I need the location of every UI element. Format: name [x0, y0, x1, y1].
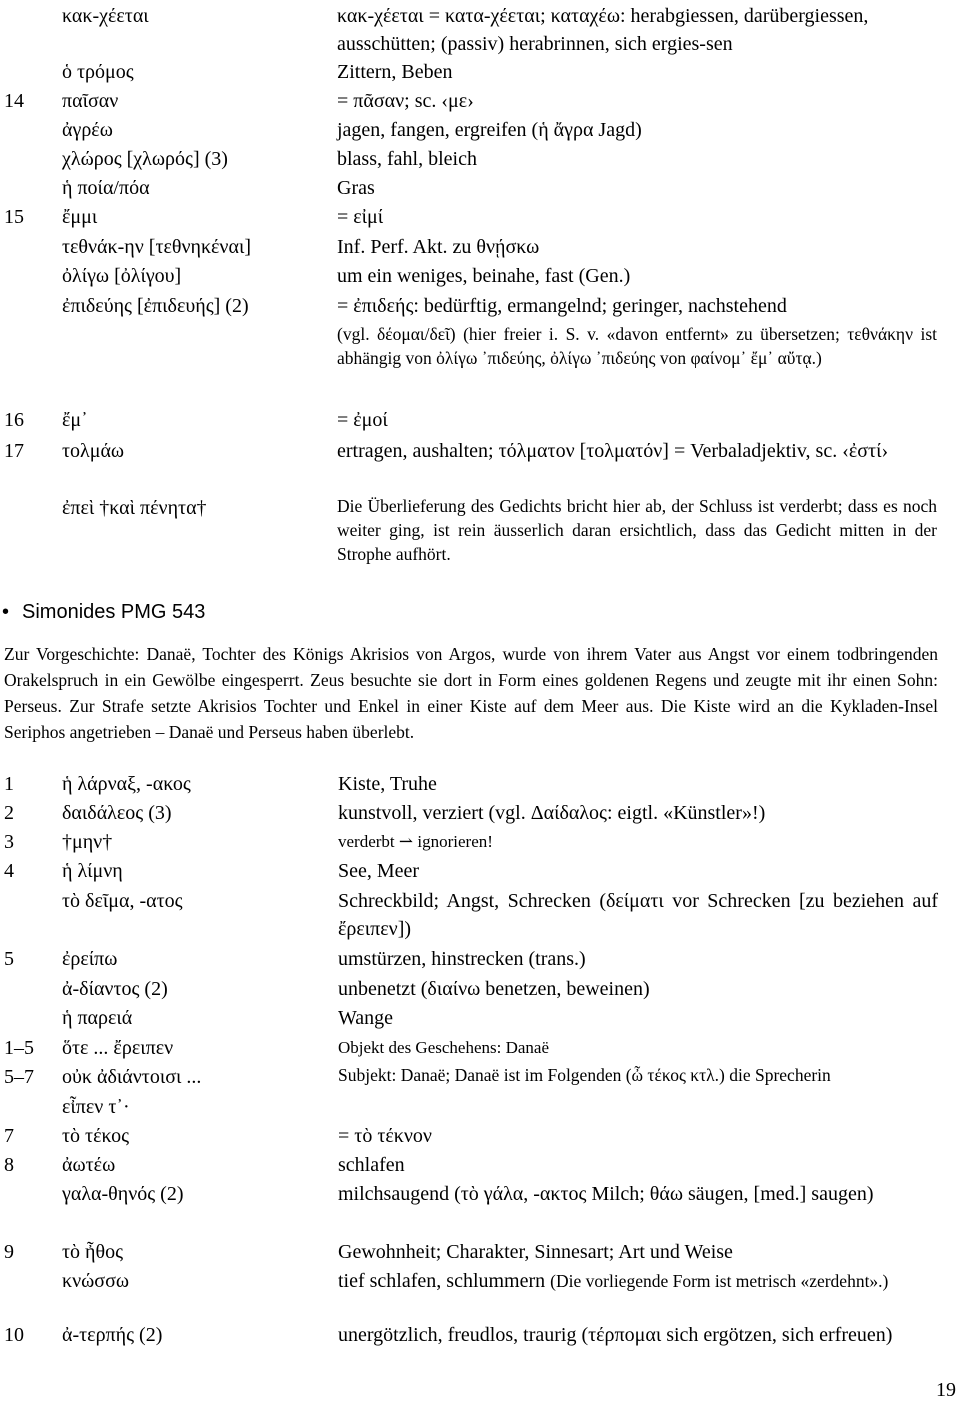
line-number: 8 [4, 1154, 14, 1176]
definition: = ἐπιδεής: bedürftig, ermangelnd; geringer, nachstehend [337, 295, 787, 317]
definition: Subjekt: Danaë; Danaë ist im Folgenden (ὦ τέκος κτλ.) die Sprecherin [338, 1065, 831, 1085]
line-number: 1 [4, 773, 14, 795]
greek-term: κακ-χέεται [62, 5, 149, 27]
greek-term: ὁ τρόμος [62, 61, 134, 83]
greek-term: χλώρος [χλωρός] (3) [62, 148, 228, 170]
definition: Schreckbild; Angst, Schrecken (δείματι vor Schrecken [zu beziehen auf ἔρειπεν]) [338, 890, 938, 940]
greek-term: ἀωτέω [62, 1154, 116, 1176]
line-number: 1–5 [4, 1037, 34, 1059]
greek-term: ἀγρέω [62, 119, 113, 141]
line-number: 5 [4, 948, 14, 970]
definition: Kiste, Truhe [338, 773, 437, 795]
greek-term: ὅτε ... ἔρειπεν [62, 1037, 174, 1059]
greek-term: γαλα-θηνός (2) [62, 1183, 184, 1205]
greek-term: οὐκ ἀδιάντοισι ... [62, 1066, 202, 1088]
definition: ertragen, aushalten; τόλματον [τολματόν] = Verbaladjektiv, sc. ‹ἐστί› [337, 440, 889, 462]
definition: schlafen [338, 1154, 405, 1176]
line-number: 7 [4, 1125, 14, 1147]
definition: = τὸ τέκνον [338, 1125, 432, 1147]
section-heading [0, 598, 205, 626]
definition: milchsaugend (τὸ γάλα, -ακτος Milch; θάω säugen, [med.] saugen) [338, 1183, 874, 1205]
greek-term: ἐπεὶ †καὶ πένητα† [62, 497, 207, 519]
definition: Objekt des Geschehens: Danaë [338, 1038, 550, 1057]
greek-term: ἡ παρειά [62, 1007, 133, 1029]
definition: jagen, fangen, ergreifen (ἡ ἄγρα Jagd) [337, 119, 642, 141]
line-number: 5–7 [4, 1066, 34, 1088]
bullet-icon: • [2, 601, 10, 623]
greek-term: ἐρείπω [62, 948, 118, 970]
greek-term: ἡ λάρναξ, -ακος [62, 773, 191, 795]
line-number: 15 [4, 206, 24, 228]
greek-term: ἐπιδεύης [ἐπιδευής] (2) [62, 295, 249, 317]
greek-term: παῖσαν [62, 90, 119, 112]
line-number: 16 [4, 409, 24, 431]
definition: Inf. Perf. Akt. zu θνῄσκω [337, 236, 540, 258]
definition: um ein weniges, beinahe, fast (Gen.) [337, 265, 631, 287]
definition: = ἐμοί [337, 409, 388, 431]
line-number: 17 [4, 440, 24, 462]
definition [338, 1267, 938, 1295]
greek-term: †μην† [62, 831, 113, 853]
definition: umstürzen, hinstrecken (trans.) [338, 948, 586, 970]
definition: verderbt ⇀ ignorieren! [338, 832, 493, 851]
greek-term: τεθνάκ-ην [τεθνηκέναι] [62, 236, 251, 258]
intro-paragraph: Zur Vorgeschichte: Danaë, Tochter des Königs Akrisios von Argos, wurde von ihrem Vater aus Angst vor einem todbringenden Orakelspruch in ein Gewölbe eingesperrt. Zeus besuchte sie dort in Form eines goldenen Regens und zeugte mit ihr einen Sohn: Perseus. Zur Strafe setzte Akrisios Tochter und Enkel in einer Kiste auf dem Meer aus. Die Kiste wird an die Kykladen-Insel Seriphos angetrieben – Danaë und Perseus haben überlebt. [4, 644, 938, 742]
line-number: 10 [4, 1324, 24, 1346]
definition-text: tief schlafen, schlummern [338, 1270, 546, 1292]
line-number: 9 [4, 1241, 14, 1263]
definition: Wange [338, 1007, 394, 1029]
greek-term: ἔμμι [62, 206, 98, 228]
definition: Zittern, Beben [337, 61, 453, 83]
line-number: 2 [4, 802, 14, 824]
greek-term: ἔμ᾽ [62, 409, 88, 431]
greek-term: ἡ ποία/πόα [62, 177, 150, 199]
definition: blass, fahl, bleich [337, 148, 477, 170]
heading-text: Simonides PMG 543 [22, 601, 206, 623]
definition: unergötzlich, freudlos, traurig (τέρπομαι sich ergötzen, sich erfreuen) [338, 1324, 893, 1346]
greek-term: ὀλίγω [ὀλίγου] [62, 265, 182, 287]
greek-term: τολμάω [62, 440, 125, 462]
line-number: 3 [4, 831, 14, 853]
page-number: 19 [936, 1379, 956, 1401]
definition: κακ-χέεται = κατα-χέεται; καταχέω: herabgiessen, darübergiessen, ausschütten; (passiv) herabrinnen, sich ergies-sen [337, 5, 869, 55]
line-number: 4 [4, 860, 14, 882]
definition: Die Überlieferung des Gedichts bricht hier ab, der Schluss ist verderbt; dass es noch weiter ging, ist rein äusserlich daran ersichtlich, dass das Gedicht mitten in der Strophe aufhört. [337, 496, 937, 564]
definition: unbenetzt (διαίνω benetzen, beweinen) [338, 978, 650, 1000]
line-number: 14 [4, 90, 24, 112]
greek-term: κνώσσω [62, 1270, 130, 1292]
definition-note: (vgl. δέομαι/δεῖ) (hier freier i. S. v. «davon entfernt» zu übersetzen; τεθνάκην ist abhängig von ὀλίγω ᾽πιδεύης, ὀλίγω ᾽πιδεύης von φαίνομ᾽ ἔμ᾽ αὔτᾳ.) [337, 324, 937, 368]
definition: = εἰμί [337, 206, 384, 228]
definition-note: (Die vorliegende Form ist metrisch «zerdehnt».) [550, 1271, 889, 1291]
greek-term: τὸ δεῖμα, -ατος [62, 890, 183, 912]
greek-term: τὸ τέκος [62, 1125, 130, 1147]
definition: See, Meer [338, 860, 420, 882]
greek-term: ἀ-δίαντος (2) [62, 978, 168, 1000]
greek-term: δαιδάλεος (3) [62, 802, 172, 824]
definition: Gras [337, 177, 375, 199]
definition: Gewohnheit; Charakter, Sinnesart; Art und Weise [338, 1241, 733, 1263]
definition: kunstvoll, verziert (vgl. Δαίδαλος: eigtl. «Künstler»!) [338, 802, 766, 824]
greek-term-continuation: εἶπεν τ᾽· [62, 1096, 130, 1118]
greek-term: ἀ-τερπής (2) [62, 1324, 163, 1346]
greek-term: τὸ ἦθος [62, 1241, 123, 1263]
definition: = πᾶσαν; sc. ‹με› [337, 90, 474, 112]
greek-term: ἡ λίμνη [62, 860, 123, 882]
